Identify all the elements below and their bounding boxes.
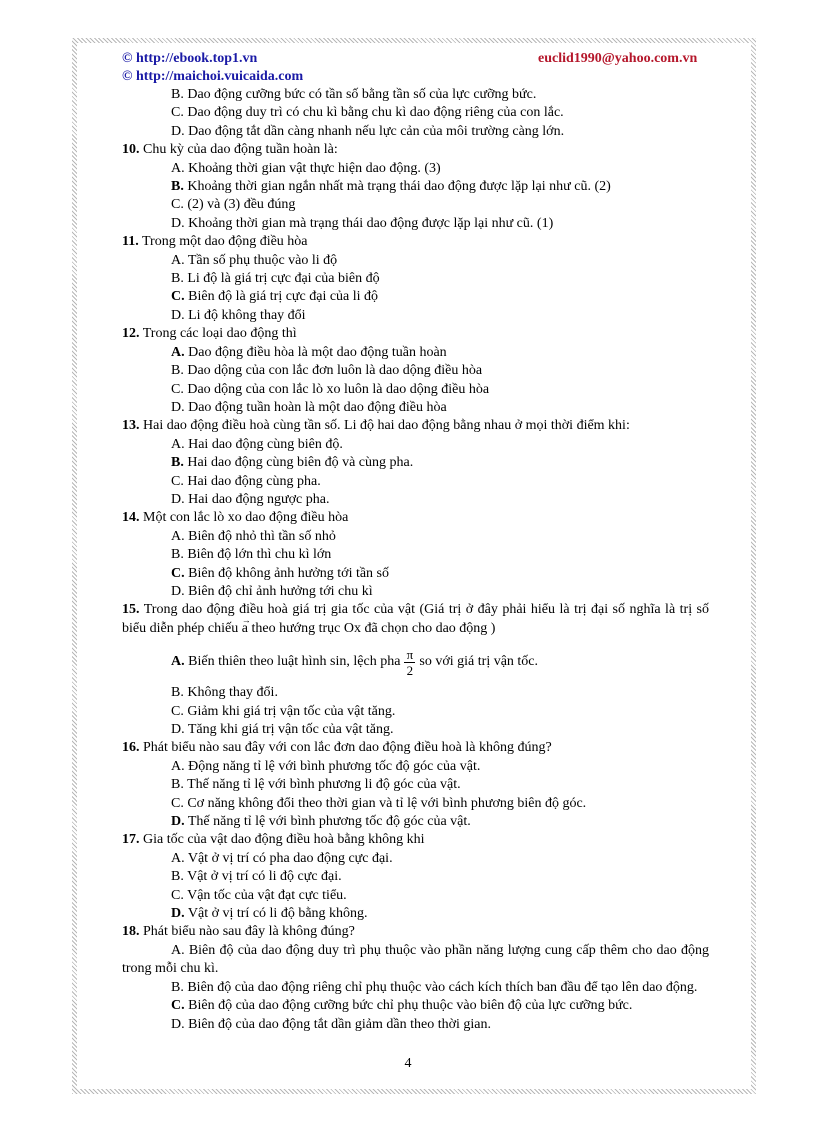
question-number: 12. [122,326,140,342]
option-b: B. Dao dộng của con lắc đơn luôn là dao dộng điều hòa [171,363,483,379]
option-b [122,178,709,196]
answer-key: C. [171,998,185,1014]
option-b: B. Vật ở vị trí có li độ cực đại. [171,869,342,885]
option-b: B. Thế năng tỉ lệ với bình phương li độ góc của vật. [171,777,461,793]
option-d: D. Biên độ chỉ ảnh hưởng tới chu kì [171,583,373,599]
answer-key: A. [171,344,185,360]
question-number: 10. [122,142,140,158]
answer-key: D. [171,906,185,922]
question-text: Phát biểu nào sau đây với con lắc đơn dao động điều hoà là không đúng? [143,740,552,756]
question-11 [122,233,709,251]
fraction-denominator: 2 [406,662,414,678]
question-content [122,86,709,1034]
question-15 [122,601,709,638]
option-a: A. Động năng tỉ lệ với bình phương tốc độ góc của vật. [171,758,481,774]
option-a: A. Biên độ của dao động duy trì phụ thuộc vào phần năng lượng cung cấp thêm cho dao động trong mỗi chu kì. [122,942,709,977]
question-text-cont: theo hướng trục Ox đã chọn cho dao động ) [251,620,496,636]
question-number: 13. [122,418,140,434]
option-a: A. Hai dao động cùng biên độ. [171,436,343,452]
option-c: C. Hai dao động cùng pha. [171,473,321,489]
option-c: C. Vận tốc của vật đạt cực tiểu. [171,887,347,903]
option-b [122,454,709,472]
answer-key: B. [171,455,184,471]
answer-key: C. [171,565,185,581]
header-link-ebook[interactable]: © http://ebook.top1.vn [122,51,258,66]
question-number: 15. [122,602,140,618]
answer-key: D. [171,814,185,830]
option-c [122,565,709,583]
option-c: C. (2) và (3) đều đúng [171,197,296,213]
option-text: Khoảng thời gian ngắn nhất mà trạng thái dao động được lặp lại như cũ. (2) [187,179,611,195]
option-text: Biên độ không ảnh hưởng tới tần số [188,565,390,581]
option-b: B. Biên độ lớn thì chu kì lớn [171,547,332,563]
question-10 [122,141,709,159]
option-text: Biến thiên theo luật hình sin, lệch pha [188,653,401,669]
header-link-maichoi[interactable]: © http://maichoi.vuicaida.com [122,69,304,84]
question-text: Trong các loại dao động thì [142,326,297,342]
option-d: D. Dao động tuần hoàn là một dao động điều hòa [171,399,447,415]
option-d: D. Biên độ của dao động tắt dần giảm dần theo thời gian. [171,1016,491,1032]
option-d: D. Hai dao động ngược pha. [171,491,330,507]
option-b: B. Biên độ của dao động riêng chỉ phụ thuộc vào cách kích thích ban đầu để tạo lên dao động. [171,979,698,995]
option-c: C. Cơ năng không đổi theo thời gian và tỉ lệ với bình phương biên độ góc. [171,795,587,811]
question-number: 16. [122,740,140,756]
option-a [122,642,709,682]
option: C. Dao động duy trì có chu kì bằng chu kì dao động riêng của con lắc. [171,105,564,121]
header-email[interactable]: euclid1990@yahoo.com.vn [538,51,698,66]
option-text-cont: so với giá trị vận tốc. [419,653,539,669]
question-text: Hai dao động điều hoà cùng tần số. Li độ hai dao động bằng nhau ở mọi thời điểm khi: [143,418,630,434]
option-c: C. Giảm khi giá trị vận tốc của vật tăng. [171,703,396,719]
option-a: A. Tần số phụ thuộc vào li độ [171,252,338,268]
question-14 [122,509,709,527]
option-text: Biên độ của dao động cưỡng bức chỉ phụ thuộc vào biên độ của lực cưỡng bức. [188,998,633,1014]
question-number: 14. [122,510,140,526]
fraction-numerator: π [406,646,414,662]
option-a: A. Khoảng thời gian vật thực hiện dao động. (3) [171,160,441,176]
question-18 [122,923,709,941]
question-number: 18. [122,924,140,940]
answer-key: C. [171,289,185,305]
option-d [122,813,709,831]
option-d: D. Li độ không thay đổi [171,307,306,323]
option-text: Vật ở vị trí có li độ bằng không. [187,906,368,922]
option-d: D. Khoảng thời gian mà trạng thái dao động được lặp lại như cũ. (1) [171,215,554,231]
option-c [122,997,709,1015]
fraction-pi-over-2 [404,647,415,678]
question-number: 11. [122,234,139,250]
question-text: Chu kỳ của dao động tuần hoàn là: [143,142,338,158]
option-b: B. Không thay đổi. [171,685,278,701]
option-a: A. Vật ở vị trí có pha dao động cực đại. [171,850,393,866]
question-number: 17. [122,832,140,848]
option-d [122,905,709,923]
option-text: Thế năng tỉ lệ với bình phương tốc độ góc của vật. [187,814,471,830]
page-number: 4 [404,1056,412,1071]
question-13 [122,417,709,435]
question-text: Trong dao động điều hoà giá trị gia tốc của vật (Giá trị ở đây phải hiểu là trị đại số nghĩa là trị số biểu diễn phép chiếu [122,602,710,636]
question-text: Phát biểu nào sau đây là không đúng? [143,924,355,940]
option-a: A. Biên độ nhỏ thì tần số nhỏ [171,528,336,544]
question-text: Một con lắc lò xo dao động điều hòa [143,510,349,526]
option-b: B. Li độ là giá trị cực đại của biên độ [171,271,380,287]
option-a [122,344,709,362]
option-d: D. Tăng khi giá trị vận tốc của vật tăng. [171,722,394,737]
option-text: Biên độ là giá trị cực đại của li độ [188,289,379,305]
option-c [122,288,709,306]
answer-key: A. [171,653,185,669]
question-17 [122,831,709,849]
question-text: Gia tốc của vật dao động điều hoà bằng không khi [143,832,425,848]
option: B. Dao động cưỡng bức có tần số bằng tần số của lực cưỡng bức. [171,87,537,102]
question-16 [122,739,709,757]
question-text: Trong một dao động điều hòa [141,234,308,250]
option-c: C. Dao dộng của con lắc lò xo luôn là dao dộng điều hòa [171,381,490,397]
option-text: Hai dao động cùng biên độ và cùng pha. [187,455,414,471]
question-12 [122,325,709,343]
option-text: Dao động điều hòa là một dao động tuần hoàn [188,344,447,360]
vector-a-symbol: → a [242,620,248,638]
option: D. Dao động tắt dần càng nhanh nếu lực cản của môi trường càng lớn. [171,123,565,139]
answer-key: B. [171,179,184,195]
